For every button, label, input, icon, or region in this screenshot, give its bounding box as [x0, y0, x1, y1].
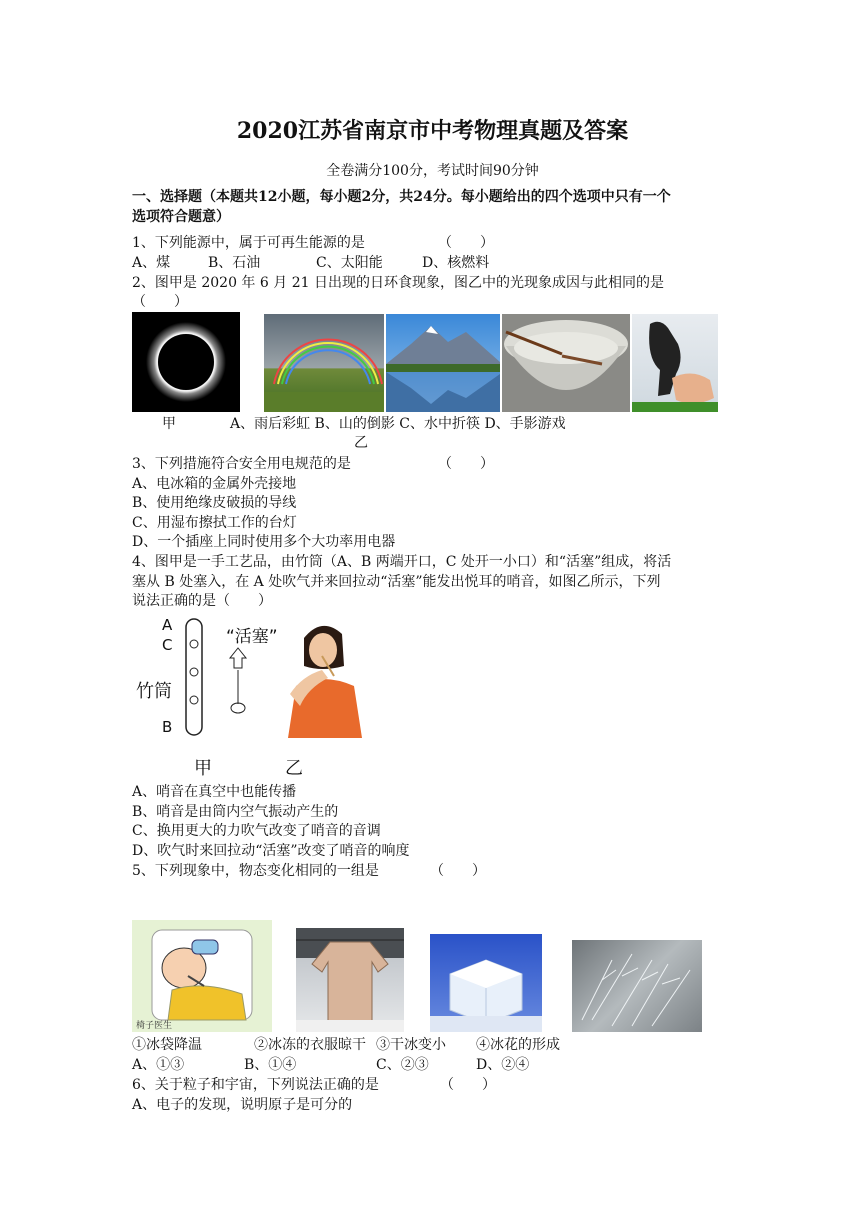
- section-heading-line2: 选项符合题意）: [132, 209, 230, 225]
- q4-option-b: B、哨音是由筒内空气振动产生的: [132, 804, 339, 820]
- q5-option-a: A、①③: [132, 1057, 185, 1073]
- q2-options: A、雨后彩虹 B、山的倒影 C、水中折筷 D、手影游戏: [230, 416, 566, 432]
- fig-label-b: B: [162, 718, 173, 736]
- mountain-reflection-image: [386, 314, 500, 412]
- fig-label-a: A: [162, 616, 173, 634]
- q4-stem-line1: 4、图甲是一手工艺品，由竹筒（A、B 两端开口，C 处开一小口）和“活塞”组成，将活: [132, 554, 672, 570]
- piston-diagram: [228, 646, 248, 716]
- bamboo-tube-diagram: [184, 618, 204, 736]
- q5-option-b: B、①④: [244, 1057, 297, 1073]
- girl-playing-whistle-image: [282, 616, 366, 738]
- q6-stem: 6、关于粒子和宇宙，下列说法正确的是: [132, 1077, 379, 1093]
- q3-option-d: D、一个插座上同时使用多个大功率用电器: [132, 534, 396, 550]
- frozen-clothes-image: [296, 928, 404, 1032]
- page-title: 2020江苏省南京市中考物理真题及答案: [236, 118, 629, 144]
- q2-label-yi: 乙: [354, 435, 368, 451]
- exam-info: 全卷满分100分，考试时间90分钟: [326, 163, 539, 179]
- rainbow-image: [264, 314, 384, 412]
- q5-item-3: ③干冰变小: [376, 1037, 446, 1053]
- q1-option-b: B、石油: [208, 255, 261, 271]
- q5-option-c: C、②③: [376, 1057, 429, 1073]
- q1-bracket: （ ）: [438, 235, 494, 251]
- fig-label-bamboo-tube: 竹筒: [136, 681, 172, 702]
- q5-item-2: ②冰冻的衣服晾干: [254, 1037, 366, 1053]
- q2-stem-line1: 2、图甲是 2020 年 6 月 21 日出现的日环食现象，图乙中的光现象成因与此相同的是: [132, 275, 664, 291]
- q4-option-c: C、换用更大的力吹气改变了哨音的音调: [132, 823, 381, 839]
- fig-label-yi: 乙: [285, 758, 303, 779]
- q3-option-b: B、使用绝缘皮破损的导线: [132, 495, 297, 511]
- q1-option-d: D、核燃料: [422, 255, 490, 271]
- q3-option-a: A、电冰箱的金属外壳接地: [132, 476, 297, 492]
- q1-option-c: C、太阳能: [316, 255, 383, 271]
- q4-option-d: D、吹气时来回拉动“活塞”改变了哨音的响度: [132, 843, 410, 859]
- q5-stem: 5、下列现象中，物态变化相同的一组是: [132, 863, 379, 879]
- q4-option-a: A、哨音在真空中也能传播: [132, 784, 297, 800]
- q3-bracket: （ ）: [438, 456, 494, 472]
- q5-bracket: （ ）: [430, 863, 486, 879]
- q2-stem-line2: （ ）: [132, 294, 188, 310]
- q6-option-a: A、电子的发现，说明原子是可分的: [132, 1097, 353, 1113]
- q5-item-1: ①冰袋降温: [132, 1037, 202, 1053]
- q5-option-d: D、②④: [476, 1057, 530, 1073]
- q4-stem-line3: 说法正确的是（ ）: [132, 593, 272, 609]
- cartoon-caption: 椅子医生: [136, 1021, 173, 1031]
- ice-flower-image: [572, 940, 702, 1032]
- fig-label-piston: “活塞”: [226, 627, 278, 647]
- q4-stem-line2: 塞从 B 处塞入，在 A 处吹气并来回拉动“活塞”能发出悦耳的哨音，如图乙所示，下列: [132, 574, 661, 590]
- q3-stem: 3、下列措施符合安全用电规范的是: [132, 456, 351, 472]
- q5-item-4: ④冰花的形成: [476, 1037, 560, 1053]
- q3-option-c: C、用湿布擦拭工作的台灯: [132, 515, 297, 531]
- hand-shadow-image: [632, 314, 718, 412]
- fig-label-jia: 甲: [194, 758, 212, 779]
- chopstick-in-water-image: [502, 314, 630, 412]
- q2-label-jia: 甲: [162, 416, 176, 432]
- section-heading-line1: 一、选择题（本题共12小题，每小题2分，共24分。每小题给出的四个选项中只有一个: [132, 189, 671, 205]
- solar-eclipse-image: [132, 312, 240, 412]
- dry-ice-image: [430, 934, 542, 1032]
- q6-bracket: （ ）: [440, 1077, 496, 1093]
- q1-stem: 1、下列能源中，属于可再生能源的是: [132, 235, 365, 251]
- ice-pack-cartoon-image: [132, 920, 272, 1032]
- fig-label-c: C: [162, 636, 173, 654]
- q1-option-a: A、煤: [132, 255, 171, 271]
